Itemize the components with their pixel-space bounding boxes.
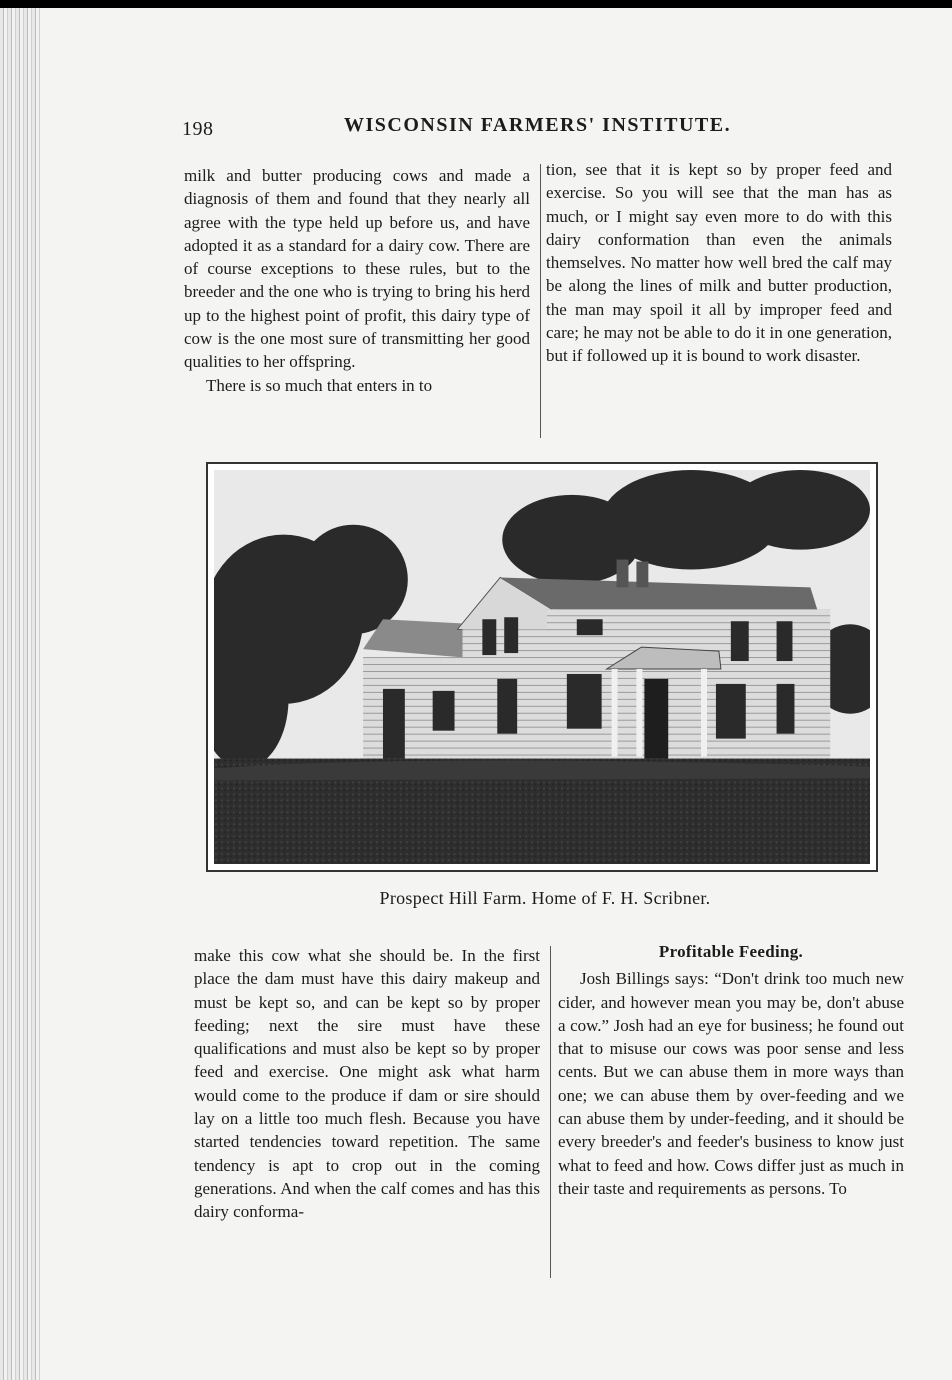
bottom-left-column xyxy=(194,944,540,1224)
farm-photograph xyxy=(206,462,878,872)
page-number: 198 xyxy=(182,118,214,140)
running-head: WISCONSIN FARMERS' INSTITUTE. xyxy=(344,114,732,136)
paragraph: milk and butter producing cows and made a diagnosis of them and found that they nearly all agree with the type held up before us, and have adopted it as a standard for a dairy cow. There are of course exceptions to these rules, but to the breeder and the one who is trying to bring his herd up to the highest point of profit, this dairy type of cow is the one most sure of transmitting her good qualities to her offspring. xyxy=(184,166,530,372)
figure-caption: Prospect Hill Farm. Home of F. H. Scribner. xyxy=(379,888,711,908)
paragraph: tion, see that it is kept so by proper feed and exercise. So you will see that the man has as much, or I might say even more to do with this dairy conformation than even the animals themselves. No matter how well bred the calf may be along the lines of milk and butter production, the man may spoil it all by improper feed and care; he may not be able to do it in one generation, but if followed up it is bound to work disaster. xyxy=(546,160,892,366)
section-heading: Profitable Feeding. xyxy=(658,942,804,961)
paragraph: There is so much that enters in to xyxy=(206,375,433,395)
column-divider xyxy=(550,946,551,1278)
scan-top-border xyxy=(0,0,952,8)
bottom-right-column xyxy=(558,940,904,1200)
farmhouse-illustration xyxy=(214,470,870,864)
paragraph: Josh Billings says: “Don't drink too much new cider, and however mean you may be, don't abuse a cow.” Josh had an eye for business; he found out that to misuse our cows was poor sense and less cents. But we can abuse them in more ways than one; we can abuse them by over-feeding and we can abuse them by under-feeding, and it should be every breeder's and feeder's business to know just what to feed and how. Cows differ just as much in their taste and requirements as persons. To xyxy=(558,969,904,1198)
paragraph: make this cow what she should be. In the first place the dam must have this dairy makeup and must be kept so, and can be kept so by proper feeding; next the sire must have these qualifications and must also be kept so by proper feed and exercise. One might ask what harm would come to the produce if dam or sire should lay on a little too much flesh. Because you have started tendencies toward repetition. The same tendency is apt to crop out in the coming generations. And when the calf comes and has this dairy conforma- xyxy=(194,946,540,1222)
top-left-column xyxy=(184,164,530,397)
top-right-column xyxy=(546,158,892,368)
column-divider xyxy=(540,164,541,438)
